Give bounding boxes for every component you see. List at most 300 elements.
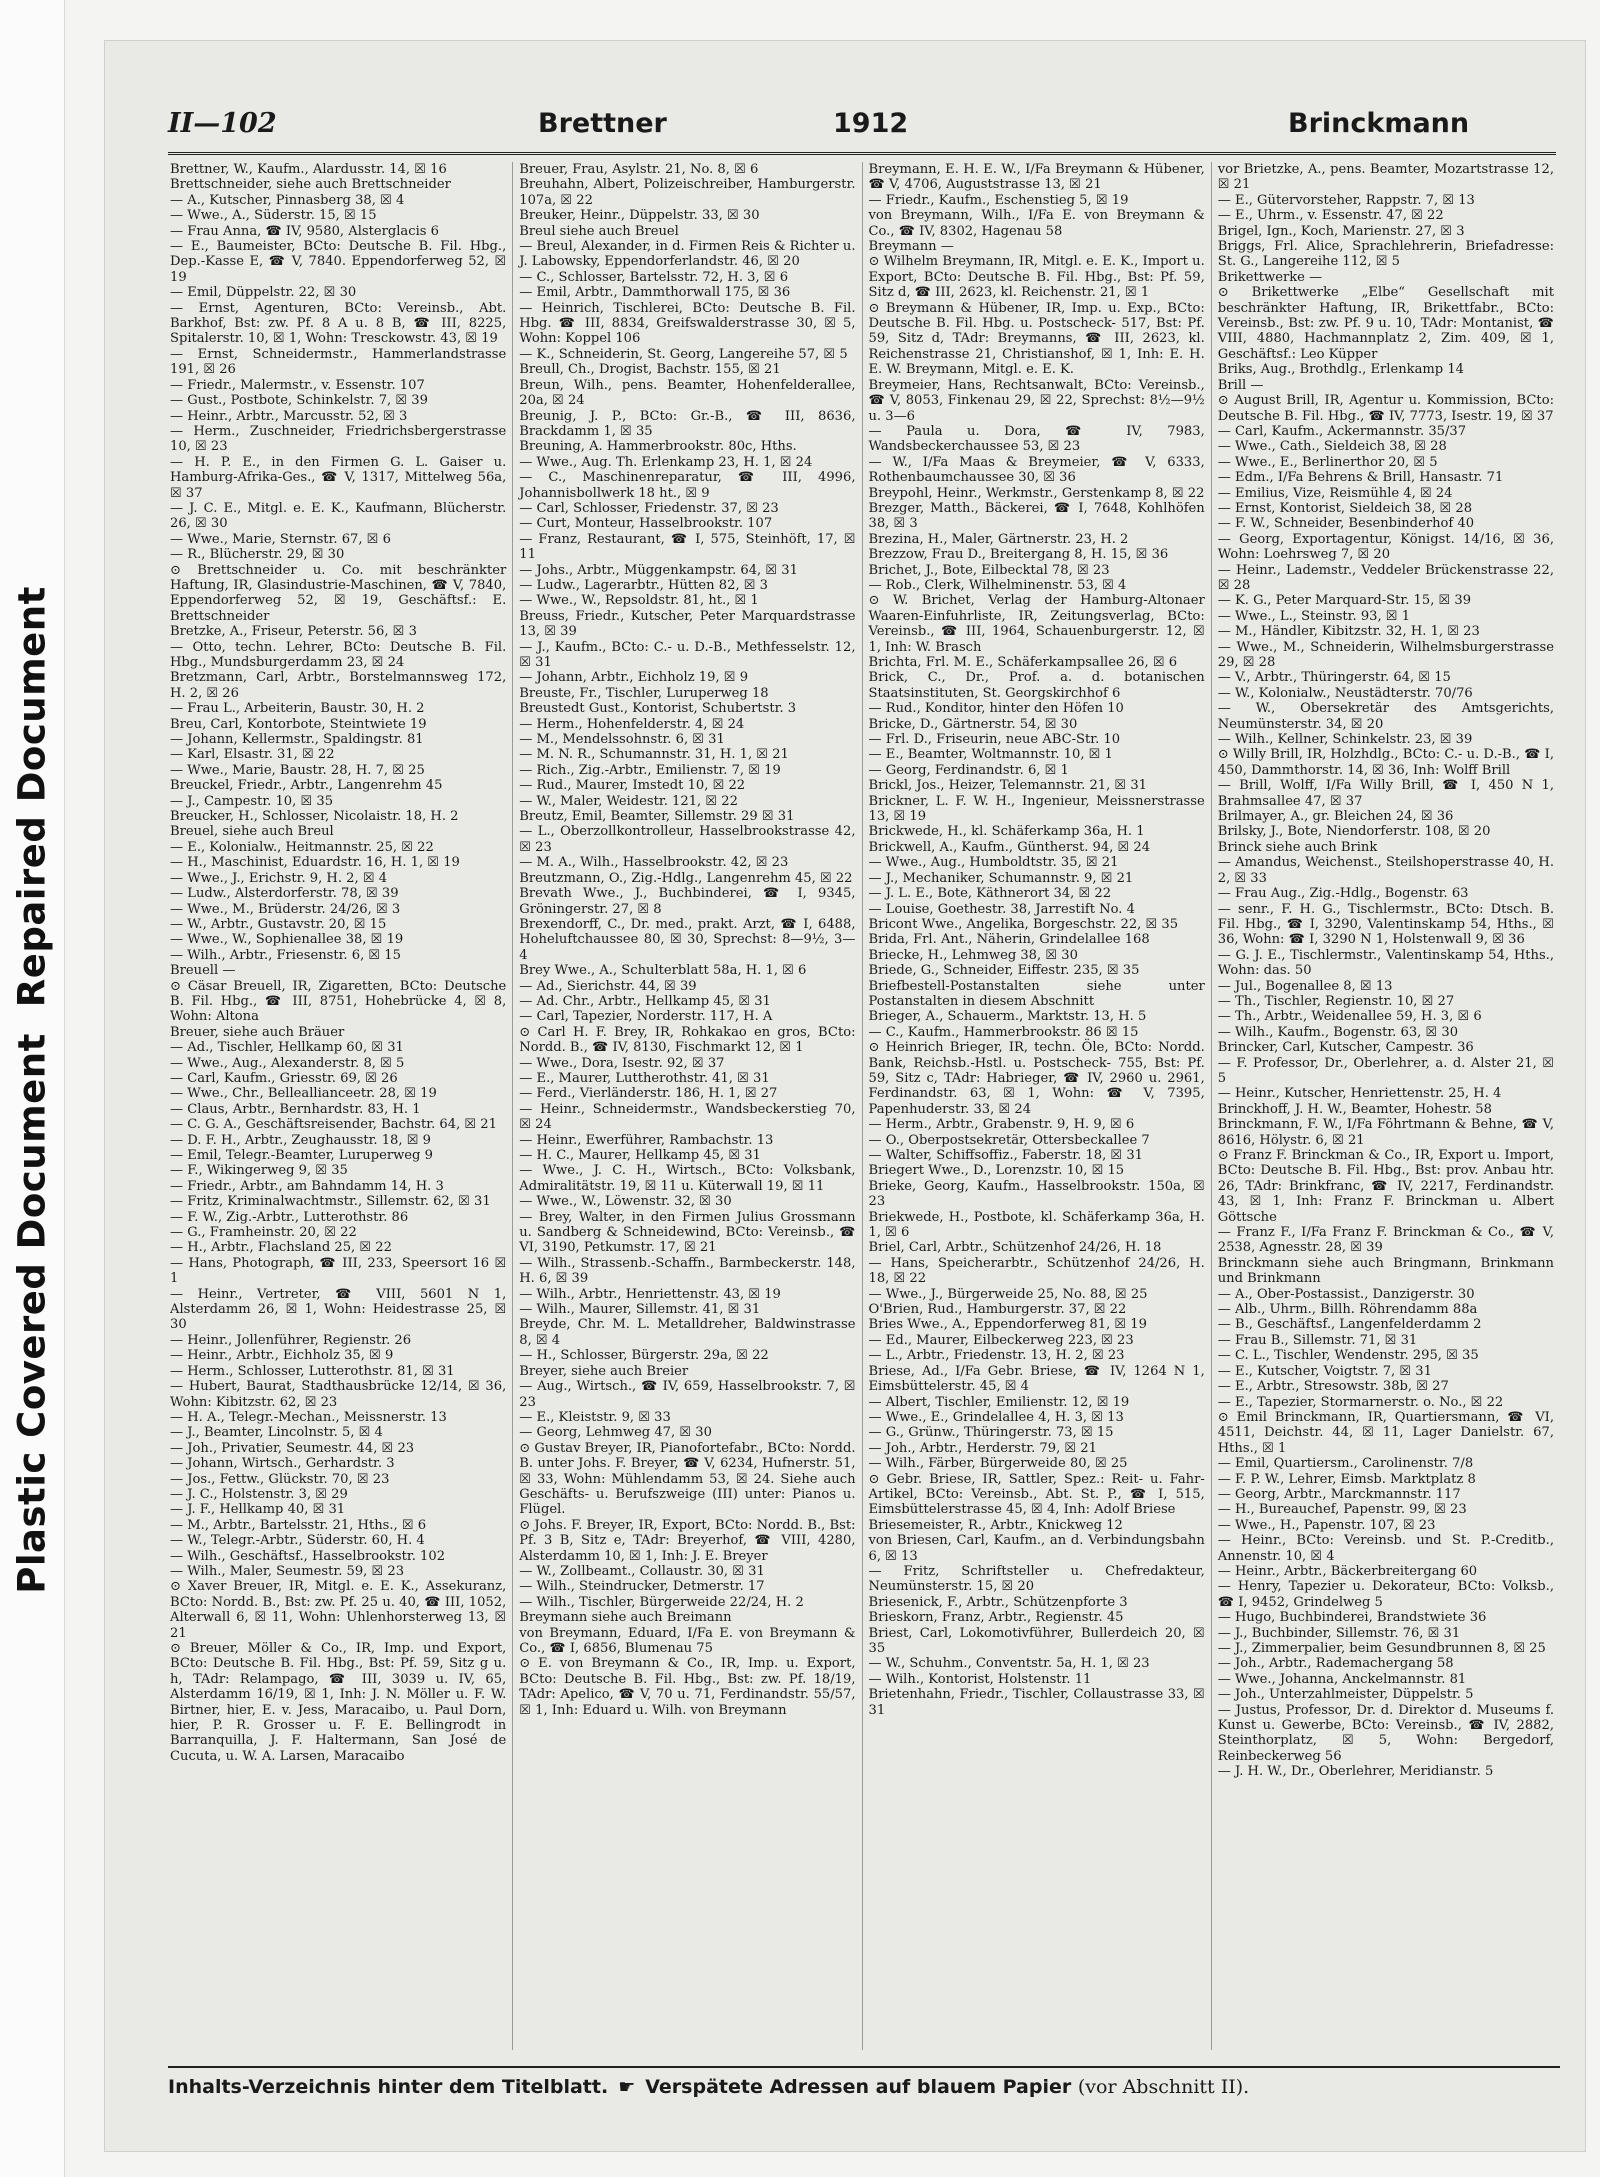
directory-entry: — Friedr., Malermstr., v. Essenstr. 107 <box>170 377 425 393</box>
directory-entry: — Heinr., Arbtr., Bäckerbreitergang 60 <box>1217 1563 1478 1579</box>
directory-entry: Brey Wwe., A., Schulterblatt 58a, H. 1, ☒ 6 <box>519 963 807 979</box>
footer-late-addresses-note: Verspätete Adressen auf blauem Papier <box>645 2076 1072 2098</box>
directory-entry: — Heinr., Arbtr., Eichholz 35, ☒ 9 <box>170 1348 394 1364</box>
directory-entry: — Hugo, Buchbinderei, Brandstwiete 36 <box>1217 1610 1487 1626</box>
directory-entry: ⊙ Gebr. Briese, IR, Sattler, Spez.: Reit- u. Fahr-Artikel, BCto: Vereinsb., Abt. St. P., ☎ I, 515, Eimsbüttelerstrasse 45, ☒ 4, Inh: Adolf Briese <box>868 1471 1205 1518</box>
directory-entry: — Ad., Tischler, Hellkamp 60, ☒ 31 <box>170 1040 404 1056</box>
directory-entry: — J. H. W., Dr., Oberlehrer, Meridianstr. 5 <box>1217 1764 1494 1780</box>
directory-entry: — Hans, Speicherarbtr., Schützenhof 24/26, H. 18, ☒ 22 <box>868 1255 1205 1287</box>
directory-entry: — Brill, Wolff, I/Fa Willy Brill, ☎ I, 450 N 1, Brahmsallee 47, ☒ 37 <box>1217 778 1554 809</box>
directory-entry: ⊙ August Brill, IR, Agentur u. Kommission, BCto: Deutsche B. Fil. Hbg., ☎ IV, 7773, Isestr. 19, ☒ 37 <box>1217 393 1554 424</box>
directory-entry: — Emil, Düppelstr. 22, ☒ 30 <box>170 285 357 301</box>
directory-entry: Breucker, H., Schlosser, Nicolaistr. 18, H. 2 <box>170 809 459 825</box>
directory-entry: — Ernst, Schneidermstr., Hammerlandstrasse 191, ☒ 26 <box>170 346 507 378</box>
side-label <box>11 586 54 1594</box>
directory-entry: Briks, Aug., Brothdlg., Erlenkamp 14 <box>1217 362 1464 378</box>
directory-entry: Brieskorn, Franz, Arbtr., Regienstr. 45 <box>868 1610 1124 1626</box>
directory-entry: Bricke, D., Gärtnerstr. 54, ☒ 30 <box>868 716 1078 732</box>
directory-entry: — D. F. H., Arbtr., Zeughausstr. 18, ☒ 9 <box>170 1132 431 1148</box>
directory-entry: Brettschneider, siehe auch Brettschneider <box>170 177 451 193</box>
directory-entry: — Wwe., J. C. H., Wirtsch., BCto: Volksbank, Admiralitätstr. 19, ☒ 11 u. Küterwall 19, ☒ 11 <box>519 1163 856 1194</box>
directory-entry: Bretzmann, Carl, Arbtr., Borstelmannsweg 172, H. 2, ☒ 26 <box>170 670 507 701</box>
directory-entry: — Carl, Schlosser, Friedenstr. 37, ☒ 23 <box>519 500 779 516</box>
directory-entry: Breuss, Friedr., Kutscher, Peter Marquardstrasse 13, ☒ 39 <box>519 608 856 640</box>
directory-entry: — Jul., Bogenallee 8, ☒ 13 <box>1217 978 1393 994</box>
side-label-plastic-covered: Plastic Covered Document <box>10 1033 54 1594</box>
directory-entry: — Ed., Maurer, Eilbeckerweg 223, ☒ 23 <box>868 1332 1134 1348</box>
directory-entry: — Heinr., Schneidermstr., Wandsbeckerstieg 70, ☒ 24 <box>519 1101 856 1133</box>
directory-entry: Brickwede, H., kl. Schäferkamp 36a, H. 1 <box>868 824 1145 840</box>
directory-entry: — Wwe., W., Sophienallee 38, ☒ 19 <box>170 932 404 948</box>
directory-entry: ⊙ Johs. F. Breyer, IR, Export, BCto: Nordd. B., Bst: Pf. 3 B, Sitz e, TAdr: Breyerhof, ☎ VIII, 4280, Alsterdamm 10, ☒ 1, Inh: J. E. Breyer <box>519 1517 856 1564</box>
directory-entry: — Herm., Schlosser, Lutterothstr. 81, ☒ 31 <box>170 1363 455 1379</box>
directory-entry: — Ad., Sierichstr. 44, ☒ 39 <box>519 978 697 994</box>
directory-entry: Breymeier, Hans, Rechtsanwalt, BCto: Vereinsb., ☎ V, 8053, Finkenau 29, ☒ 22, Sprechst: 8½—9½ u. 3—6 <box>868 377 1205 424</box>
directory-entry: — L., Oberzollkontrolleur, Hasselbrookstrasse 42, ☒ 23 <box>519 824 856 855</box>
directory-entry: — Wwe., Johanna, Anckelmannstr. 81 <box>1217 1671 1467 1687</box>
directory-entry: — E., Kleiststr. 9, ☒ 33 <box>519 1409 671 1425</box>
directory-entry: — Georg, Exportagentur, Königst. 14/16, ☒ 36, Wohn: Loehrsweg 7, ☒ 20 <box>1217 531 1554 563</box>
directory-entry: von Breymann, Eduard, I/Fa E. von Breymann & Co., ☎ I, 6856, Blumenau 75 <box>519 1625 856 1656</box>
directory-entry: Briekwede, H., Postbote, kl. Schäferkamp 36a, H. 1, ☒ 6 <box>868 1209 1205 1241</box>
directory-entry: — Wilh., Tischler, Bürgerweide 22/24, H. 2 <box>519 1594 804 1610</box>
directory-entry: — Fritz, Kriminalwachtmstr., Sillemstr. 62, ☒ 31 <box>170 1194 491 1210</box>
directory-entry: — J., Buchbinder, Sillemstr. 76, ☒ 31 <box>1217 1625 1461 1641</box>
directory-entry: Brinckhoff, J. H. W., Beamter, Hohestr. 58 <box>1217 1101 1492 1117</box>
directory-page <box>104 40 1586 2152</box>
directory-entry: — J., Zimmerpalier, beim Gesundbrunnen 8, ☒ 25 <box>1217 1641 1546 1656</box>
directory-entry: Briel, Carl, Arbtr., Schützenhof 24/26, H. 18 <box>868 1240 1162 1256</box>
directory-entry: — W., Maler, Weidestr. 121, ☒ 22 <box>519 793 738 809</box>
directory-entry: — F. Professor, Dr., Oberlehrer, a. d. Alster 21, ☒ 5 <box>1217 1055 1554 1086</box>
directory-entry: — Brey, Walter, in den Firmen Julius Grossmann u. Sandberg & Schneidewind, BCto: Vereinsb., ☎ VI, 3190, Petkumstr. 17, ☒ 21 <box>519 1209 856 1256</box>
directory-entry: — Ernst, Agenturen, BCto: Vereinsb., Abt. Barkhof, Bst: zw. Pf. 8 A u. 8 B, ☎ III, 8225, Spitalerstr. 10, ☒ 1, Wohn: Tresckowstr. 43, ☒ 19 <box>170 300 507 347</box>
directory-entry: — Aug., Wirtsch., ☎ IV, 659, Hasselbrookstr. 7, ☒ 23 <box>519 1379 856 1410</box>
directory-entry: — Rich., Zig.-Arbtr., Emilienstr. 7, ☒ 19 <box>519 762 781 778</box>
directory-entry: Breymann — <box>868 239 954 255</box>
directory-entry: Breuker, Heinr., Düppelstr. 33, ☒ 30 <box>519 208 760 224</box>
directory-entry: — Rud., Konditor, hinter den Höfen 10 <box>868 701 1124 717</box>
directory-entry: ⊙ Carl H. F. Brey, IR, Rohkakao en gros, BCto: Nordd. B., ☎ IV, 8130, Fischmarkt 12, ☒ 1 <box>519 1024 856 1056</box>
directory-entry: Breyde, Chr. M. L. Metalldreher, Baldwinstrasse 8, ☒ 4 <box>519 1317 856 1348</box>
page-number: II—102 <box>168 108 277 139</box>
directory-entry: — E., Kutscher, Voigtstr. 7, ☒ 31 <box>1217 1363 1432 1379</box>
directory-entry: Breul siehe auch Breuel <box>519 223 679 239</box>
directory-entry: — Frau Anna, ☎ IV, 9580, Alsterglacis 6 <box>170 223 439 239</box>
directory-entry: — H. C., Maurer, Hellkamp 45, ☒ 31 <box>519 1148 761 1163</box>
directory-entry: ⊙ Xaver Breuer, IR, Mitgl. e. E. K., Assekuranz, BCto: Nordd. B., Bst: zw. Pf. 25 u. 40, ☎ III, 1052, Alterwall 6, ☒ 11, Wohn: Uhlenhorsterweg 13, ☒ 21 <box>170 1579 507 1641</box>
directory-entry: — A., Kutscher, Pinnasberg 38, ☒ 4 <box>170 192 405 208</box>
directory-entry: Brichet, J., Bote, Eilbecktal 78, ☒ 23 <box>868 562 1110 578</box>
directory-entry: — F. P. W., Lehrer, Eimsb. Marktplatz 8 <box>1217 1471 1476 1487</box>
directory-entry: — J., Kaufm., BCto: C.- u. D.-B., Methfesselstr. 12, ☒ 31 <box>519 639 856 670</box>
directory-entry: — C. L., Tischler, Wendenstr. 295, ☒ 35 <box>1217 1348 1479 1364</box>
directory-entry: — Emil, Quartiersm., Carolinenstr. 7/8 <box>1217 1456 1474 1472</box>
directory-entry: — Herm., Hohenfelderstr. 4, ☒ 24 <box>519 716 745 732</box>
directory-entry: Breuste, Fr., Tischler, Luruperweg 18 <box>519 685 769 701</box>
directory-entry: — Wilh., Maler, Seumestr. 59, ☒ 23 <box>170 1563 405 1579</box>
directory-entry: Briecke, H., Lehmweg 38, ☒ 30 <box>868 947 1078 963</box>
directory-entry: — H. A., Telegr.-Mechan., Meissnerstr. 13 <box>170 1409 447 1425</box>
directory-entry: — Hans, Photograph, ☎ III, 233, Speersort 16 ☒ 1 <box>170 1255 507 1287</box>
directory-entry: — Wwe., Aug., Alexanderstr. 8, ☒ 5 <box>170 1055 405 1071</box>
directory-entry: — Friedr., Arbtr., am Bahndamm 14, H. 3 <box>170 1178 444 1194</box>
directory-entry: — Joh., Arbtr., Rademachergang 58 <box>1217 1656 1454 1672</box>
directory-entry: — J. L. E., Bote, Käthnerort 34, ☒ 22 <box>868 886 1112 902</box>
directory-entry: Brickner, L. F. W. H., Ingenieur, Meissnerstrasse 13, ☒ 19 <box>868 793 1205 825</box>
directory-entry: Briegert Wwe., D., Lorenzstr. 10, ☒ 15 <box>868 1163 1125 1179</box>
directory-entry: Brietenhahn, Friedr., Tischler, Collaustrasse 33, ☒ 31 <box>868 1687 1205 1718</box>
directory-entry: — G., Framheinstr. 20, ☒ 22 <box>170 1225 357 1241</box>
directory-entry: — Curt, Monteur, Hasselbrookstr. 107 <box>519 516 773 532</box>
directory-entry: — Wilh., Strassenb.-Schaffn., Barmbeckerstr. 148, H. 6, ☒ 39 <box>519 1255 856 1287</box>
directory-entry: — Frau L., Arbeiterin, Baustr. 30, H. 2 <box>170 701 425 717</box>
directory-entry: — Wwe., W., Löwenstr. 32, ☒ 30 <box>519 1194 732 1210</box>
directory-entry: Breymann, E. H. E. W., I/Fa Breymann & Hübener, ☎ V, 4706, Auguststrasse 13, ☒ 21 <box>868 162 1205 193</box>
directory-entry: — G., Grünw., Thüringerstr. 73, ☒ 15 <box>868 1425 1114 1441</box>
directory-entry: — Ludw., Lagerarbtr., Hütten 82, ☒ 3 <box>519 577 768 593</box>
directory-entry: Breuckel, Friedr., Arbtr., Langenrehm 45 <box>170 778 443 794</box>
directory-entry: — Ernst, Kontorist, Sieldeich 38, ☒ 28 <box>1217 500 1473 516</box>
directory-entry: Bries Wwe., A., Eppendorferweg 81, ☒ 19 <box>868 1317 1147 1333</box>
directory-entry: — Heinr., Arbtr., Marcusstr. 52, ☒ 3 <box>170 408 408 424</box>
directory-column <box>513 162 862 2050</box>
directory-entry: Bretzke, A., Friseur, Peterstr. 56, ☒ 3 <box>170 624 417 640</box>
directory-entry: ⊙ Cäsar Breuell, IR, Zigaretten, BCto: Deutsche B. Fil. Hbg., ☎ III, 8751, Hohebrücke 4, ☒ 8, Wohn: Altona <box>170 978 507 1025</box>
directory-entry: — Wwe., Marie, Baustr. 28, H. 7, ☒ 25 <box>170 762 425 778</box>
directory-entry: — Wilh., Geschäftsf., Hasselbrookstr. 102 <box>170 1548 446 1564</box>
directory-entry: — Wilh., Kontorist, Holstenstr. 11 <box>868 1671 1092 1687</box>
directory-entry: — Herm., Zuschneider, Friedrichsbergerstrasse 10, ☒ 23 <box>170 423 507 455</box>
directory-entry: Breuning, A. Hammerbrookstr. 80c, Hths. <box>519 439 797 455</box>
directory-entry: — Wwe., M., Schneiderin, Wilhelmsburgerstrasse 29, ☒ 28 <box>1217 639 1554 670</box>
directory-entry: — Wwe., W., Repsoldstr. 81, ht., ☒ 1 <box>519 593 759 609</box>
directory-entry: — Johs., Arbtr., Müggenkampstr. 64, ☒ 31 <box>519 562 798 578</box>
directory-entry: — Heinr., Ewerführer, Rambachstr. 13 <box>519 1132 774 1148</box>
directory-entry: Brezger, Matth., Bäckerei, ☎ I, 7648, Kohlhöfen 38, ☒ 3 <box>868 500 1205 532</box>
directory-entry: ⊙ E. von Breymann & Co., IR, Imp. u. Export, BCto: Deutsche B. Fil. Hbg., Bst: zw. Pf. 18/19, TAdr: Apelico, ☎ V, 70 u. 71, Ferdinandstr. 55/57, ☒ 1, Inh: Eduard u. Wilh. von Breymann <box>519 1656 856 1718</box>
directory-entry: — Edm., I/Fa Behrens & Brill, Hansastr. 71 <box>1217 470 1504 486</box>
directory-entry: — H., Bureauchef, Papenstr. 99, ☒ 23 <box>1217 1502 1467 1518</box>
directory-entry: — Th., Arbtr., Weidenallee 59, H. 3, ☒ 6 <box>1217 1009 1482 1025</box>
directory-entry: ⊙ Breuer, Möller & Co., IR, Imp. und Export, BCto: Deutsche B. Fil. Hbg., Bst: Pf. 59, Sitz g u. h, TAdr: Relampago, ☎ III, 3039 u. IV, 65, Alsterdamm 16/19, ☒ 1, Inh: J. N. Möller u. F. W. Birtner, hier, E. v. Jess, Maracaibo, u. Paul Dorn, hier, P. R. Grosser u. F. E. Bellingrodt in Barranquilla, J. F. Haltermann, San José de Cucuta, u. W. A. Larsen, Maracaibo <box>170 1641 507 1764</box>
directory-entry: — senr., F. H. G., Tischlermstr., BCto: Dtsch. B. Fil. Hbg., ☎ I, 3290, Valentinskamp 54, Hths., ☒ 36, Wohn: ☎ I, 3290 N 1, Holstenwall 9, ☒ 36 <box>1217 901 1554 948</box>
directory-entry: O'Brien, Rud., Hamburgerstr. 37, ☒ 22 <box>868 1302 1127 1318</box>
directory-entry: ⊙ Gustav Breyer, IR, Pianofortefabr., BCto: Nordd. B. unter Johs. F. Breyer, ☎ V, 6234, Hufnerstr. 51, ☒ 33, Wohn: Mühlendamm 53, ☒ 24. Siehe auch Geschäfts- u. Berufszweige (III) unter: Pianos u. Flügel. <box>519 1440 856 1518</box>
directory-entry: Brill — <box>1217 377 1264 393</box>
directory-entry: Breun, Wilh., pens. Beamter, Hohenfelderallee, 20a, ☒ 24 <box>519 377 856 409</box>
directory-entry: — C., Maschinenreparatur, ☎ III, 4996, Johannisbollwerk 18 ht., ☒ 9 <box>519 470 856 501</box>
directory-entry: — Joh., Unterzahlmeister, Düppelstr. 5 <box>1217 1687 1474 1703</box>
directory-entry: Breu, Carl, Kontorbote, Steintwiete 19 <box>170 716 427 732</box>
directory-entry: — W., Arbtr., Gustavstr. 20, ☒ 15 <box>170 916 387 932</box>
side-label-repaired: Repaired Document <box>10 586 54 1008</box>
directory-entry: Bricont Wwe., Angelika, Borgeschstr. 22, ☒ 35 <box>868 916 1179 932</box>
directory-entry: Breuel, siehe auch Breul <box>170 824 334 840</box>
directory-entry: — Otto, techn. Lehrer, BCto: Deutsche B. Fil. Hbg., Mundsburgerdamm 23, ☒ 24 <box>170 639 507 670</box>
directory-entry: ⊙ Emil Brinckmann, IR, Quartiersmann, ☎ VI, 4511, Deichstr. 44, ☒ 11, Lager Danielstr. 67, Hths., ☒ 1 <box>1217 1409 1554 1456</box>
directory-entry: — Georg, Ferdinandstr. 6, ☒ 1 <box>868 762 1069 778</box>
directory-entry: — Heinr., Vertreter, ☎ VIII, 5601 N 1, Alsterdamm 26, ☒ 1, Wohn: Heidestrasse 25, ☒ 30 <box>170 1286 507 1333</box>
directory-entry: Breuhahn, Albert, Polizeischreiber, Hamburgerstr. 107a, ☒ 22 <box>519 177 856 208</box>
directory-entry: — Fritz, Schriftsteller u. Chefredakteur, Neumünsterstr. 15, ☒ 20 <box>868 1563 1205 1595</box>
directory-entry: — Wwe., H., Papenstr. 107, ☒ 23 <box>1217 1517 1436 1533</box>
directory-entry: — W., Telegr.-Arbtr., Süderstr. 60, H. 4 <box>170 1533 425 1549</box>
pointing-hand-icon: ☛ <box>618 2076 636 2098</box>
directory-entry: Breypohl, Heinr., Werkmstr., Gerstenkamp 8, ☒ 22 <box>868 485 1205 501</box>
directory-entry: — Wwe., E., Grindelallee 4, H. 3, ☒ 13 <box>868 1409 1124 1425</box>
directory-entry: Briesenick, F., Arbtr., Schützenpforte 3 <box>868 1594 1128 1610</box>
directory-entry: Brickl, Jos., Heizer, Telemannstr. 21, ☒ 31 <box>868 778 1147 794</box>
header-first-name: Brettner <box>538 108 667 139</box>
directory-entry: Breutzmann, O., Zig.-Hdlg., Langenrehm 45, ☒ 22 <box>519 870 853 886</box>
directory-entry: — B., Geschäftsf., Langenfelderdamm 2 <box>1217 1317 1482 1333</box>
directory-entry: — Frl. D., Friseurin, neue ABC-Str. 10 <box>868 732 1121 748</box>
directory-column <box>164 162 513 2050</box>
directory-entry: Briest, Carl, Lokomotivführer, Bullerdeich 20, ☒ 35 <box>868 1625 1205 1656</box>
directory-entry: — Georg, Arbtr., Marckmannstr. 117 <box>1217 1486 1461 1502</box>
directory-entry: — E., Kolonialw., Heitmannstr. 25, ☒ 22 <box>170 839 434 855</box>
directory-entry: — W., Kolonialw., Neustädterstr. 70/76 <box>1217 685 1473 701</box>
directory-entry: — C. G. A., Geschäftsreisender, Bachstr. 64, ☒ 21 <box>170 1117 497 1133</box>
header-year: 1912 <box>833 108 909 139</box>
directory-column <box>1212 162 1560 2050</box>
directory-entry: — Ad. Chr., Arbtr., Hellkamp 45, ☒ 31 <box>519 993 771 1009</box>
directory-entry: — W., Schuhm., Conventstr. 5a, H. 1, ☒ 23 <box>868 1656 1150 1672</box>
footer-section-note: (vor Abschnitt II). <box>1077 2076 1250 2098</box>
directory-entry: — Carl, Kaufm., Griesstr. 69, ☒ 26 <box>170 1070 398 1086</box>
directory-entry: — F. W., Schneider, Besenbinderhof 40 <box>1217 516 1475 532</box>
directory-entry: — Wwe., Marie, Sternstr. 67, ☒ 6 <box>170 531 391 547</box>
directory-entry: — Ferd., Vierländerstr. 186, H. 1, ☒ 27 <box>519 1086 778 1102</box>
directory-entry: — C., Schlosser, Bartelsstr. 72, H. 3, ☒ 6 <box>519 269 789 285</box>
directory-entry: — Wwe., A., Süderstr. 15, ☒ 15 <box>170 208 377 224</box>
directory-entry: — Th., Tischler, Regienstr. 10, ☒ 27 <box>1217 993 1455 1009</box>
directory-entry: — Franz F., I/Fa Franz F. Brinckman & Co., ☎ V, 2538, Agnesstr. 28, ☒ 39 <box>1217 1225 1554 1256</box>
directory-entry: — J., Mechaniker, Schumannstr. 9, ☒ 21 <box>868 870 1134 886</box>
header-last-name: Brinckmann <box>1288 108 1470 139</box>
directory-entry: ⊙ Brikettwerke „Elbe“ Gesellschaft mit beschränkter Haftung, IR, Brikettfabr., BCto: Vereinsb., Bst: zw. Pf. 9 u. 10, TAdr: Montanist, ☎ VIII, 4880, Hachmannplatz 2, Zim. 409, ☒ 1, Geschäftsf.: Leo Küpper <box>1217 285 1554 362</box>
directory-entry: — Ludw., Alsterdorferstr. 78, ☒ 39 <box>170 886 399 902</box>
directory-entry: Brigel, Ign., Koch, Marienstr. 27, ☒ 3 <box>1217 223 1465 239</box>
directory-entry: ⊙ Franz F. Brinckman & Co., IR, Export u. Import, BCto: Deutsche B. Fil. Hbg., Bst: prov. Anbau htr. 26, TAdr: Brinkfranc, ☎ IV, 2217, Ferdinandstr. 43, ☒ 1, Inh: Franz F. Brinckman u. Albert Göttsche <box>1217 1148 1554 1225</box>
directory-entry: — Walter, Schiffsoffiz., Faberstr. 18, ☒ 31 <box>868 1148 1143 1163</box>
directory-entry: — J. C., Holstenstr. 3, ☒ 29 <box>170 1486 348 1502</box>
directory-entry: Brichta, Frl. M. E., Schäferkampsallee 26, ☒ 6 <box>868 655 1178 670</box>
directory-entry: — W., Obersekretär des Amtsgerichts, Neumünsterstr. 34, ☒ 20 <box>1217 701 1554 732</box>
directory-entry: Briesemeister, R., Arbtr., Knickweg 12 <box>868 1517 1123 1533</box>
directory-entry: — Wwe., J., Bürgerweide 25, No. 88, ☒ 25 <box>868 1286 1148 1302</box>
directory-entry: — H., Arbtr., Flachsland 25, ☒ 22 <box>170 1240 392 1256</box>
directory-entry: Briede, G., Schneider, Eiffestr. 235, ☒ 35 <box>868 963 1140 979</box>
directory-entry: ⊙ Wilhelm Breymann, IR, Mitgl. e. E. K., Import u. Export, BCto: Deutsche B. Fil. Hbg., Bst: Pf. 59, Sitz d, ☎ III, 2623, kl. Reichenstr. 21, ☒ 1 <box>868 254 1205 301</box>
directory-entry: Brikettwerke — <box>1217 269 1323 285</box>
directory-entry: — Gust., Postbote, Schinkelstr. 7, ☒ 39 <box>170 393 428 409</box>
directory-entry: — G. J. E., Tischlermstr., Valentinskamp 54, Hths., Wohn: das. 50 <box>1217 947 1554 979</box>
directory-entry: — Heinr., Kutscher, Henriettenstr. 25, H. 4 <box>1217 1086 1502 1102</box>
directory-entry: — Amandus, Weichenst., Steilshoperstrasse 40, H. 2, ☒ 33 <box>1217 855 1554 886</box>
directory-entry: — Johann, Arbtr., Eichholz 19, ☒ 9 <box>519 670 749 686</box>
directory-entry: Brevath Wwe., J., Buchbinderei, ☎ I, 9345, Gröningerstr. 27, ☒ 8 <box>519 886 856 917</box>
directory-entry: — Wilh., Maurer, Sillemstr. 41, ☒ 31 <box>519 1302 761 1318</box>
page-footer <box>168 2066 1560 2098</box>
directory-entry: Brilmayer, A., gr. Bleichen 24, ☒ 36 <box>1217 809 1454 825</box>
directory-entry: Brezzow, Frau D., Breitergang 8, H. 15, ☒ 36 <box>868 547 1169 563</box>
directory-entry: — Paula u. Dora, ☎ IV, 7983, Wandsbeckerchaussee 53, ☒ 23 <box>868 423 1205 455</box>
directory-entry: — E., Maurer, Luttherothstr. 41, ☒ 31 <box>519 1070 770 1086</box>
directory-entry: — Alb., Uhrm., Billh. Röhrendamm 88a <box>1217 1302 1478 1318</box>
directory-entry: — Georg, Lehmweg 47, ☒ 30 <box>519 1425 712 1441</box>
directory-entry: — Johann, Wirtsch., Gerhardstr. 3 <box>170 1456 395 1472</box>
directory-entry: — Wwe., Dora, Isestr. 92, ☒ 37 <box>519 1055 725 1071</box>
directory-entry: Breymann siehe auch Breimann <box>519 1610 732 1626</box>
directory-entry: Brilsky, J., Bote, Niendorferstr. 108, ☒ 20 <box>1217 824 1491 840</box>
directory-entry: — Hubert, Baurat, Stadthausbrücke 12/14, ☒ 36, Wohn: Kibitzstr. 62, ☒ 23 <box>170 1379 507 1410</box>
directory-entry: — M. N. R., Schumannstr. 31, H. 1, ☒ 21 <box>519 747 789 763</box>
directory-entry: Brincker, Carl, Kutscher, Campestr. 36 <box>1217 1040 1474 1056</box>
directory-entry: — F. W., Zig.-Arbtr., Lutterothstr. 86 <box>170 1209 409 1225</box>
directory-entry: — Justus, Professor, Dr. d. Direktor d. Museums f. Kunst u. Gewerbe, BCto: Vereinsb., ☎ IV, 2882, Steinthorplatz, ☒ 5, Wohn: Bergedorf, Reinbeckerweg 56 <box>1217 1702 1554 1764</box>
footer-index-note: Inhalts-Verzeichnis hinter dem Titelblatt. <box>168 2076 609 2098</box>
directory-entry: — Heinr., Jollenführer, Regienstr. 26 <box>170 1332 412 1348</box>
directory-entry: — Wwe., Cath., Sieldeich 38, ☒ 28 <box>1217 439 1447 455</box>
directory-entry: — E., Baumeister, BCto: Deutsche B. Fil. Hbg., Dep.-Kasse E, ☎ V, 7840. Eppendorferweg 52, ☒ 19 <box>170 239 507 285</box>
directory-entry: — J. C. E., Mitgl. e. E. K., Kaufmann, Blücherstr. 26, ☒ 30 <box>170 500 507 532</box>
directory-entry: — Herm., Arbtr., Grabenstr. 9, H. 9, ☒ 6 <box>868 1117 1135 1133</box>
directory-entry: Brick, C., Dr., Prof. a. d. botanischen Staatsinstituten, St. Georgskirchhof 6 <box>868 670 1205 701</box>
directory-entry: von Briesen, Carl, Kaufm., an d. Verbindungsbahn 6, ☒ 13 <box>868 1533 1205 1564</box>
directory-entry: Brettner, W., Kaufm., Alardusstr. 14, ☒ 16 <box>170 162 447 177</box>
directory-entry: — Wwe., J., Erichstr. 9, H. 2, ☒ 4 <box>170 870 388 886</box>
directory-entry: — K., Schneiderin, St. Georg, Langereihe 57, ☒ 5 <box>519 346 848 362</box>
directory-entry: — Franz, Restaurant, ☎ I, 575, Steinhöft, 17, ☒ 11 <box>519 531 856 563</box>
directory-entry: — Joh., Arbtr., Herderstr. 79, ☒ 21 <box>868 1440 1097 1456</box>
directory-entry: — Friedr., Kaufm., Eschenstieg 5, ☒ 19 <box>868 192 1129 208</box>
directory-entry: Breyer, siehe auch Breier <box>519 1363 689 1379</box>
directory-entry: Breuer, Frau, Asylstr. 21, No. 8, ☒ 6 <box>519 162 759 177</box>
directory-entry: — Jos., Fettw., Glückstr. 70, ☒ 23 <box>170 1471 390 1487</box>
directory-entry: — L., Arbtr., Friedenstr. 13, H. 2, ☒ 23 <box>868 1348 1125 1364</box>
directory-entry: — E., Beamter, Woltmannstr. 10, ☒ 1 <box>868 747 1113 763</box>
directory-entry: — H., Maschinist, Eduardstr. 16, H. 1, ☒ 19 <box>170 855 460 871</box>
directory-entry: — Louise, Goethestr. 38, Jarrestift No. 4 <box>868 901 1135 917</box>
directory-entry: — F., Wikingerweg 9, ☒ 35 <box>170 1163 348 1179</box>
directory-entry: — Frau Aug., Zig.-Hdlg., Bogenstr. 63 <box>1217 886 1469 902</box>
directory-columns <box>164 162 1560 2050</box>
directory-entry: — Wwe., E., Berlinerthor 20, ☒ 5 <box>1217 454 1438 470</box>
directory-entry: — Wwe., Aug. Th. Erlenkamp 23, H. 1, ☒ 24 <box>519 454 813 470</box>
directory-entry: — W., Zollbeamt., Collaustr. 30, ☒ 31 <box>519 1563 765 1579</box>
directory-entry: — R., Blücherstr. 29, ☒ 30 <box>170 547 345 563</box>
directory-entry: Brieke, Georg, Kaufm., Hasselbrookstr. 150a, ☒ 23 <box>868 1178 1205 1210</box>
directory-entry: — Carl, Kaufm., Ackermannstr. 35/37 <box>1217 423 1467 439</box>
directory-entry: ⊙ Brettschneider u. Co. mit beschränkter Haftung, IR, Glasindustrie-Maschinen, ☎ V, 7840, Eppendorferweg 52, ☒ 19, Geschäftsf.: E. Brettschneider <box>170 562 507 624</box>
directory-entry: von Breymann, Wilh., I/Fa E. von Breymann & Co., ☎ IV, 8302, Hagenau 58 <box>868 208 1205 239</box>
directory-entry: Brexendorff, C., Dr. med., prakt. Arzt, ☎ I, 6488, Hoheluftchaussee 80, ☒ 30, Sprechst: 8—9½, 3—4 <box>519 916 856 963</box>
directory-entry: — H., Schlosser, Bürgerstr. 29a, ☒ 22 <box>519 1348 769 1364</box>
directory-entry: Breuell — <box>170 963 236 979</box>
directory-entry: — Albert, Tischler, Emilienstr. 12, ☒ 19 <box>868 1394 1130 1410</box>
directory-entry: — O., Oberpostsekretär, Ottersbeckallee 7 <box>868 1132 1150 1148</box>
directory-entry: — Rud., Maurer, Imstedt 10, ☒ 22 <box>519 778 746 794</box>
page-header <box>168 106 1556 155</box>
directory-entry: Breunig, J. P., BCto: Gr.-B., ☎ III, 8636, Brackdamm 1, ☒ 35 <box>519 408 856 439</box>
directory-entry: — E., Gütervorsteher, Rappstr. 7, ☒ 13 <box>1217 192 1475 208</box>
directory-entry: — Wwe., M., Brüderstr. 24/26, ☒ 3 <box>170 901 401 917</box>
directory-entry: — Claus, Arbtr., Bernhardstr. 83, H. 1 <box>170 1101 421 1117</box>
directory-entry: — Wwe., Chr., Belleallianceetr. 28, ☒ 19 <box>170 1086 437 1102</box>
directory-entry: Brida, Frl. Ant., Näherin, Grindelallee 168 <box>868 932 1150 948</box>
directory-entry: Brieger, A., Schauerm., Marktstr. 13, H. 5 <box>868 1009 1147 1025</box>
directory-entry: Breustedt Gust., Kontorist, Schubertstr. 3 <box>519 701 797 717</box>
directory-entry: — Emil, Telegr.-Beamter, Luruperweg 9 <box>170 1148 433 1163</box>
directory-entry: Briefbestell-Postanstalten siehe unter Postanstalten in diesem Abschnitt <box>868 978 1205 1009</box>
directory-entry: — Breul, Alexander, in d. Firmen Reis & Richter u. J. Labowsky, Eppendorferlandstr. 46, ☒ 20 <box>519 239 856 270</box>
directory-entry: Brinck siehe auch Brink <box>1217 839 1378 855</box>
directory-entry: — Wilh., Färber, Bürgerweide 80, ☒ 25 <box>868 1456 1128 1472</box>
directory-entry: — Johann, Kellermstr., Spaldingstr. 81 <box>170 732 424 748</box>
side-label-strip <box>0 0 65 2177</box>
directory-entry: — E., Uhrm., v. Essenstr. 47, ☒ 22 <box>1217 208 1444 224</box>
directory-entry: — Wwe., Aug., Humboldtstr. 35, ☒ 21 <box>868 855 1119 871</box>
directory-entry: — Wilh., Steindrucker, Detmerstr. 17 <box>519 1579 765 1595</box>
directory-entry: — Wilh., Arbtr., Henriettenstr. 43, ☒ 19 <box>519 1286 781 1302</box>
directory-entry: — W., I/Fa Maas & Breymeier, ☎ V, 6333, Rothenbaumchaussee 30, ☒ 36 <box>868 454 1205 486</box>
directory-entry: — Heinr., Lademstr., Veddeler Brückenstrasse 22, ☒ 28 <box>1217 562 1554 593</box>
directory-entry: vor Brietzke, A., pens. Beamter, Mozartstrasse 12, ☒ 21 <box>1217 162 1554 193</box>
directory-entry: — Frau B., Sillemstr. 71, ☒ 31 <box>1217 1332 1418 1348</box>
directory-entry: ⊙ Heinrich Brieger, IR, techn. Öle, BCto: Nordd. Bank, Reichsb.-Hstl. u. Postscheck- 755, Bst: Pf. 59, Sitz c, TAdr: Habrieger, ☎ IV, 2960 u. 2961, Ferdinandstr. 63, ☒ 1, Wohn: ☎ V, 7395, Papenhuderstr. 33, ☒ 24 <box>868 1040 1205 1117</box>
directory-entry: — Wilh., Kaufm., Bogenstr. 63, ☒ 30 <box>1217 1024 1459 1040</box>
directory-entry: — K. G., Peter Marquard-Str. 15, ☒ 39 <box>1217 593 1472 609</box>
directory-entry: Brinckmann, F. W., I/Fa Föhrtmann & Behne, ☎ V, 8616, Hölystr. 6, ☒ 21 <box>1217 1117 1554 1148</box>
directory-entry: — H. P. E., in den Firmen G. L. Gaiser u. Hamburg-Afrika-Ges., ☎ V, 1317, Mittelweg 56a, ☒ 37 <box>170 454 507 501</box>
directory-entry: ⊙ Breymann & Hübener, IR, Imp. u. Exp., BCto: Deutsche B. Fil. Hbg. u. Postscheck- 517, Bst: Pf. 59, Sitz d, TAdr: Breymanns, ☎ III, 2623, kl. Reichenstrasse 21, Christianshof, ☒ 1, Inh: E. H. E. W. Breymann, Mitgl. e. E. K. <box>868 300 1205 378</box>
directory-entry: — J., Beamter, Lincolnstr. 5, ☒ 4 <box>170 1425 383 1441</box>
directory-entry: — Rob., Clerk, Wilhelminenstr. 53, ☒ 4 <box>868 577 1127 593</box>
directory-column <box>863 162 1212 2050</box>
directory-entry: — J. F., Hellkamp 40, ☒ 31 <box>170 1502 346 1518</box>
directory-entry: Brezina, H., Maler, Gärtnerstr. 23, H. 2 <box>868 531 1129 547</box>
directory-entry: — Heinr., BCto: Vereinsb. und St. P.-Creditb., Annenstr. 10, ☒ 4 <box>1217 1533 1554 1564</box>
directory-entry: ⊙ W. Brichet, Verlag der Hamburg-Altonaer Waaren-Einfuhrliste, IR, Zeitungsverlag, BCto: Vereinsb., ☎ III, 1964, Schauenburgerstr. 12, ☒ 1, Inh: W. Brasch <box>868 593 1205 655</box>
directory-entry: — Emilius, Vize, Reismühle 4, ☒ 24 <box>1217 485 1453 501</box>
directory-entry: — M., Händler, Kibitzstr. 32, H. 1, ☒ 23 <box>1217 624 1480 640</box>
directory-entry: Breutz, Emil, Beamter, Sillemstr. 29 ☒ 31 <box>519 809 795 825</box>
directory-entry: — M. A., Wilh., Hasselbrookstr. 42, ☒ 23 <box>519 855 789 871</box>
directory-entry: Breuer, siehe auch Bräuer <box>170 1024 345 1040</box>
directory-entry: Brinckmann siehe auch Bringmann, Brinkmann und Brinkmann <box>1217 1255 1554 1287</box>
directory-entry: — E., Tapezier, Stormarnerstr. o. No., ☒ 22 <box>1217 1394 1504 1410</box>
directory-entry: — C., Kaufm., Hammerbrookstr. 86 ☒ 15 <box>868 1024 1139 1040</box>
directory-entry: — Wwe., L., Steinstr. 93, ☒ 1 <box>1217 608 1411 624</box>
directory-entry: — Karl, Elsastr. 31, ☒ 22 <box>170 747 335 763</box>
directory-entry: — J., Campestr. 10, ☒ 35 <box>170 793 334 809</box>
directory-entry: — Henry, Tapezier u. Dekorateur, BCto: Volksb., ☎ I, 9452, Grindelweg 5 <box>1217 1579 1554 1610</box>
directory-entry: — Emil, Arbtr., Dammthorwall 175, ☒ 36 <box>519 285 791 301</box>
directory-entry: Briggs, Frl. Alice, Sprachlehrerin, Briefadresse: St. G., Langereihe 112, ☒ 5 <box>1217 239 1554 270</box>
directory-entry: Briese, Ad., I/Fa Gebr. Briese, ☎ IV, 1264 N 1, Eimsbüttelerstr. 45, ☒ 4 <box>868 1363 1205 1395</box>
directory-entry: — A., Ober-Postassist., Danzigerstr. 30 <box>1217 1286 1475 1302</box>
directory-entry: Breull, Ch., Drogist, Bachstr. 155, ☒ 21 <box>519 362 781 378</box>
directory-entry: — V., Arbtr., Thüringerstr. 64, ☒ 15 <box>1217 670 1451 686</box>
directory-entry: — M., Mendelssohnstr. 6, ☒ 31 <box>519 732 725 748</box>
directory-entry: ⊙ Willy Brill, IR, Holzhdlg., BCto: C.- u. D.-B., ☎ I, 450, Dammthorstr. 14, ☒ 36, Inh: Wolff Brill <box>1217 747 1554 778</box>
directory-entry: — Wilh., Arbtr., Friesenstr. 6, ☒ 15 <box>170 947 401 963</box>
directory-entry: — Joh., Privatier, Seumestr. 44, ☒ 23 <box>170 1440 415 1456</box>
directory-entry: Brickwell, A., Kaufm., Güntherst. 94, ☒ 24 <box>868 839 1151 855</box>
directory-entry: — E., Arbtr., Stresowstr. 38b, ☒ 27 <box>1217 1379 1449 1395</box>
